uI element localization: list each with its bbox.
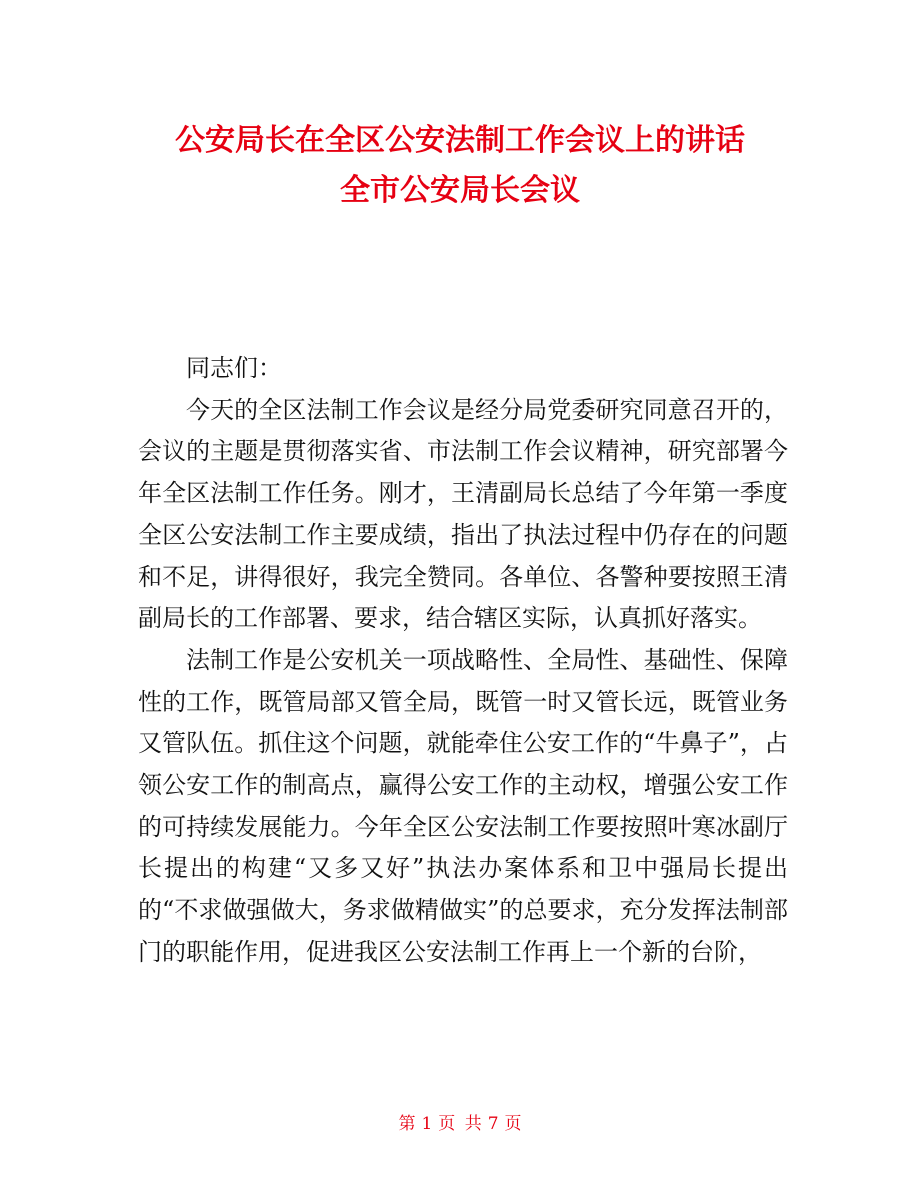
footer-current-page: 1: [421, 1114, 433, 1134]
document-title: [0, 116, 920, 216]
body-paragraph-1: 今天的全区法制工作会议是经分局党委研究同意召开的，会议的主题是贯彻落实省、市法制工作会议精神，研究部署今年全区法制工作任务。刚才，王清副局长总结了今年第一季度全区公安法制工作主要成绩，指出了执法过程中仍存在的问题和不足，讲得很好，我完全赞同。各单位、各警种要按照王清副局长的工作部署、要求，结合辖区实际，认真抓好落实。: [138, 395, 788, 633]
body-paragraph-2: 法制工作是公安机关一项战略性、全局性、基础性、保障性的工作，既管局部又管全局，既管一时又管长远，既管业务又管队伍。抓住这个问题，就能牵住公安工作的“牛鼻子”，占领公安工作的制高点，赢得公安工作的主动权，增强公安工作的可持续发展能力。今年全区公安法制工作要按照叶寒冰副厅长提出的构建“又多又好”执法办案体系和卫中强局长提出的“不求做强做大，务求做精做实”的总要求，充分发挥法制部门的职能作用，促进我区公安法制工作再上一个新的台阶，: [138, 645, 788, 966]
footer-prefix: 第: [398, 1114, 416, 1134]
footer-total-pages: 7: [487, 1114, 499, 1134]
document-body: [138, 348, 788, 974]
page-number-footer: [0, 1112, 920, 1136]
salutation-paragraph: 同志们：: [186, 354, 282, 382]
footer-suffix: 页: [504, 1114, 522, 1134]
title-line-2: 全市公安局长会议: [340, 173, 580, 208]
title-line-1: 公安局长在全区公安法制工作会议上的讲话: [175, 123, 745, 158]
footer-middle: 页 共: [438, 1114, 482, 1134]
